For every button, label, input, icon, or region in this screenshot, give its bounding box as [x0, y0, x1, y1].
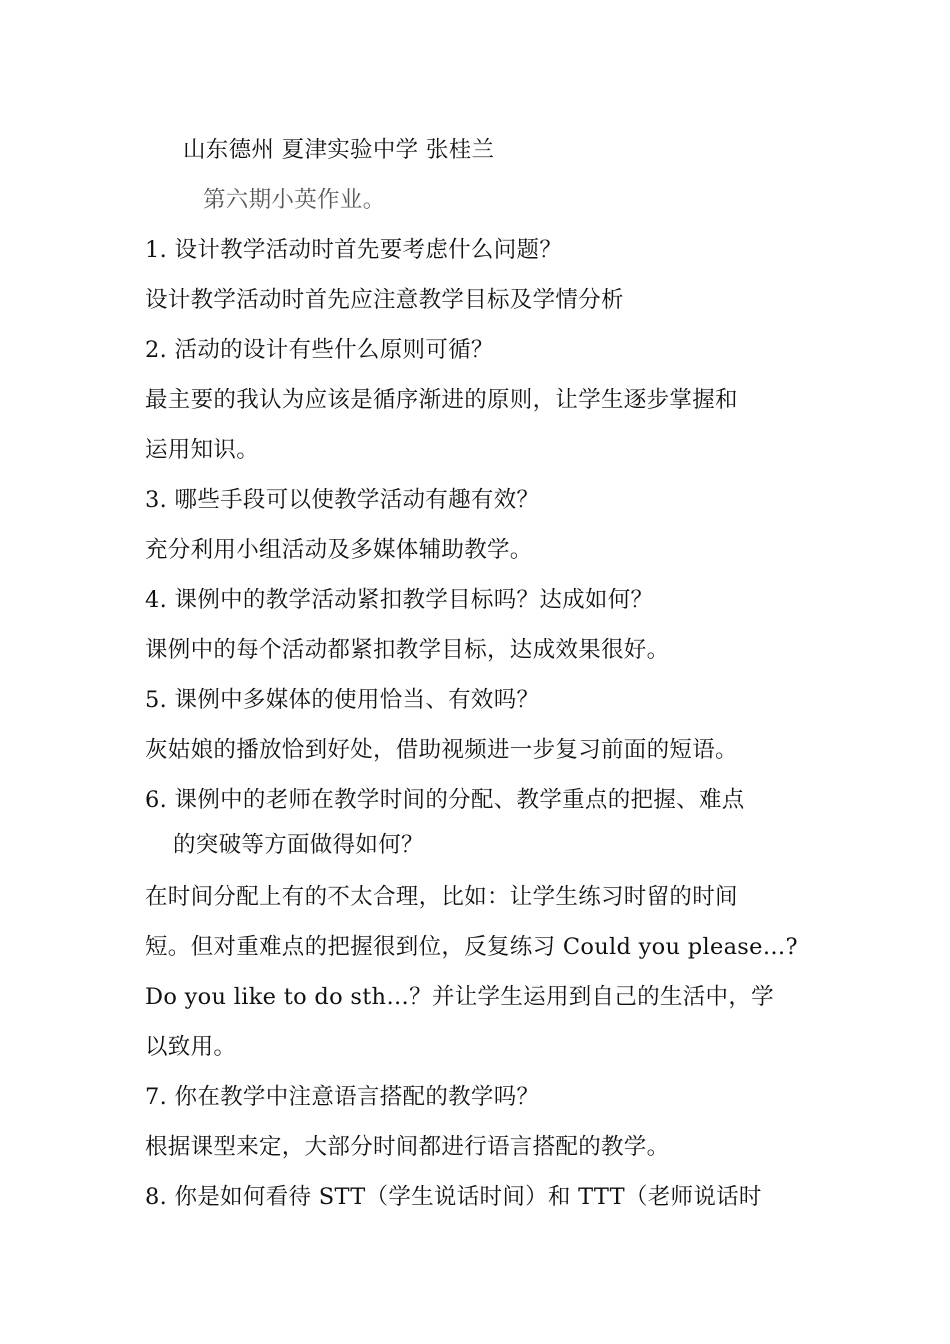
- answer-6-line-4: 以致用。: [145, 1034, 237, 1060]
- answer-2-line-1: 最主要的我认为应该是循序渐进的原则，让学生逐步掌握和: [145, 387, 738, 413]
- answer-6-line-1: 在时间分配上有的不太合理，比如：让学生练习时留的时间: [145, 884, 738, 910]
- answer-6-line-2: 短。但对重难点的把握很到位，反复练习 Could you please…?: [145, 934, 798, 960]
- author-line: 山东德州 夏津实验中学 张桂兰: [183, 137, 495, 163]
- subtitle-line: 第六期小英作业。: [203, 187, 386, 213]
- answer-5-line-1: 灰姑娘的播放恰到好处，借助视频进一步复习前面的短语。: [145, 737, 738, 763]
- question-1: 1. 设计教学活动时首先要考虑什么问题？: [145, 237, 563, 263]
- answer-6-line-3: Do you like to do sth…？并让学生运用到自己的生活中，学: [145, 984, 774, 1010]
- question-6-line-2: 的突破等方面做得如何？: [173, 832, 424, 858]
- question-8: 8. 你是如何看待 STT（学生说话时间）和 TTT（老师说话时: [145, 1184, 762, 1210]
- answer-4-line-1: 课例中的每个活动都紧扣教学目标，达成效果很好。: [145, 637, 670, 663]
- question-2: 2. 活动的设计有些什么原则可循？: [145, 337, 494, 363]
- answer-1-line-1: 设计教学活动时首先应注意教学目标及学情分析: [145, 287, 624, 313]
- question-7: 7. 你在教学中注意语言搭配的教学吗？: [145, 1084, 540, 1110]
- answer-2-line-2: 运用知识。: [145, 437, 260, 463]
- question-5: 5. 课例中多媒体的使用恰当、有效吗？: [145, 687, 540, 713]
- question-6-line-1: 6. 课例中的老师在教学时间的分配、教学重点的把握、难点: [145, 787, 745, 813]
- question-4: 4. 课例中的教学活动紧扣教学目标吗？达成如何？: [145, 587, 654, 613]
- answer-3-line-1: 充分利用小组活动及多媒体辅助教学。: [145, 537, 533, 563]
- answer-7-line-1: 根据课型来定，大部分时间都进行语言搭配的教学。: [145, 1134, 670, 1160]
- question-3: 3. 哪些手段可以使教学活动有趣有效？: [145, 487, 540, 513]
